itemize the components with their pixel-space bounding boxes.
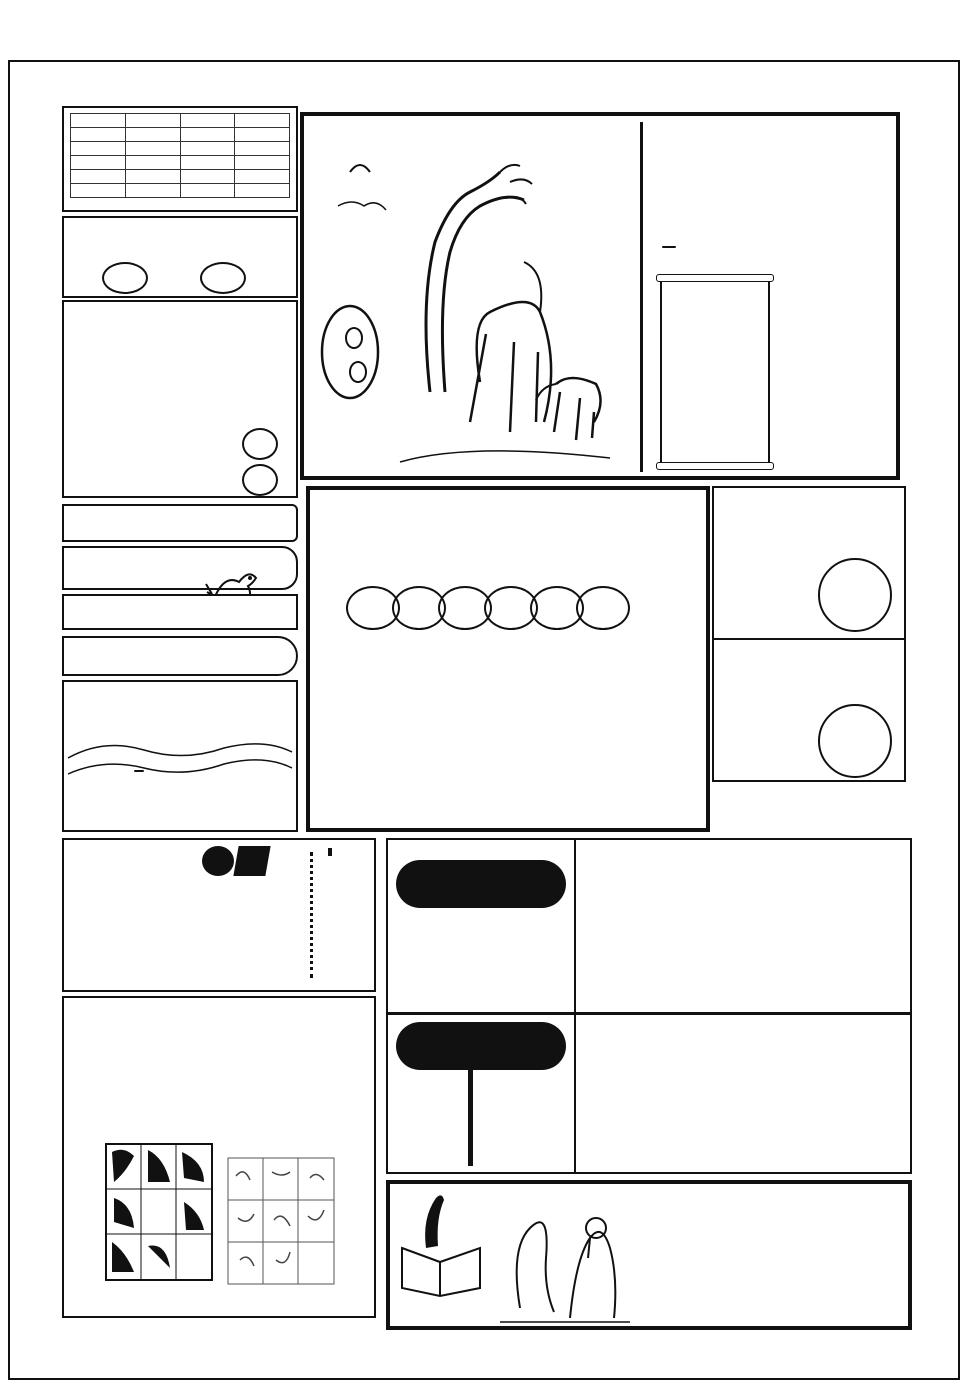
- xuanji-tie-label: [328, 848, 332, 856]
- table-cell: [235, 184, 290, 198]
- book-illustration: [396, 1188, 486, 1298]
- special-code-box: [62, 300, 298, 498]
- table-cell: [71, 156, 126, 170]
- table-cell: [235, 142, 290, 156]
- table-cell: [235, 156, 290, 170]
- table-cell: [235, 128, 290, 142]
- table-cell: [71, 184, 126, 198]
- table-cell: [125, 184, 180, 198]
- table-cell: [180, 156, 235, 170]
- contribution-box: [62, 680, 298, 832]
- xuanji-jin: [202, 846, 234, 876]
- total-title: [396, 860, 566, 908]
- special-open-stem: [468, 1070, 473, 1166]
- lucky-row-range: [62, 636, 298, 676]
- appear-count-box: [712, 486, 906, 782]
- xuanji-dotted-line: [310, 852, 313, 978]
- table-cell: [71, 170, 126, 184]
- liuhe-divider: [640, 122, 643, 472]
- table-cell: [180, 184, 235, 198]
- table-cell: [180, 170, 235, 184]
- table-cell: [125, 128, 180, 142]
- wave-banner: [64, 738, 296, 788]
- special-number: [242, 464, 278, 496]
- scroll-rod-bottom: [656, 462, 774, 470]
- table-header: [235, 114, 290, 128]
- scroll-rod-top: [656, 274, 774, 282]
- table-header: [180, 114, 235, 128]
- table-cell: [71, 142, 126, 156]
- logo-strip-top: [16, 74, 952, 100]
- scroll: [660, 278, 770, 466]
- table-cell: [235, 170, 290, 184]
- table-header: [71, 114, 126, 128]
- sage-illustration: [490, 1188, 640, 1328]
- cold-hot-number: [200, 262, 246, 294]
- lucky-row-special: [62, 504, 298, 542]
- appear-number: [818, 558, 892, 632]
- special-number: [242, 428, 278, 460]
- hot-number-table-box: [62, 106, 298, 212]
- zodiac-puzzle-box: [62, 996, 376, 1318]
- cold-hot-box: [62, 216, 298, 298]
- lucky-row-color: [62, 594, 298, 630]
- table-cell: [71, 128, 126, 142]
- table-cell: [125, 142, 180, 156]
- contribution-banner: [134, 770, 144, 772]
- table-cell: [125, 156, 180, 170]
- xuanji-box: [62, 838, 376, 992]
- computer-number: [576, 586, 630, 630]
- table-cell: [125, 170, 180, 184]
- puzzle-grid: [226, 1156, 336, 1286]
- appear-number: [818, 704, 892, 778]
- scroll-label: [662, 246, 676, 248]
- table-row: [71, 184, 290, 198]
- logo-strip-right: [930, 96, 956, 1340]
- computer-number-row: [346, 586, 630, 630]
- hot-number-table: [70, 113, 290, 198]
- xuanji-qi: [233, 846, 270, 876]
- special-open-title: [396, 1022, 566, 1070]
- cold-hot-number: [102, 262, 148, 294]
- lucky-row-zodiac: [62, 546, 298, 590]
- table-header: [125, 114, 180, 128]
- appear-divider: [714, 638, 904, 640]
- open-divider-h: [386, 1012, 912, 1015]
- table-cell: [180, 142, 235, 156]
- logo-strip-left: [16, 96, 42, 1340]
- table-cell: [180, 128, 235, 142]
- computer-analysis-box: [306, 486, 710, 832]
- open-divider-v: [574, 838, 576, 1174]
- table-row: [71, 156, 290, 170]
- goat-tree-illustration: [310, 122, 638, 472]
- table-row: [71, 142, 290, 156]
- puzzle-image: [104, 1142, 214, 1282]
- table-row: [71, 128, 290, 142]
- table-row: [71, 170, 290, 184]
